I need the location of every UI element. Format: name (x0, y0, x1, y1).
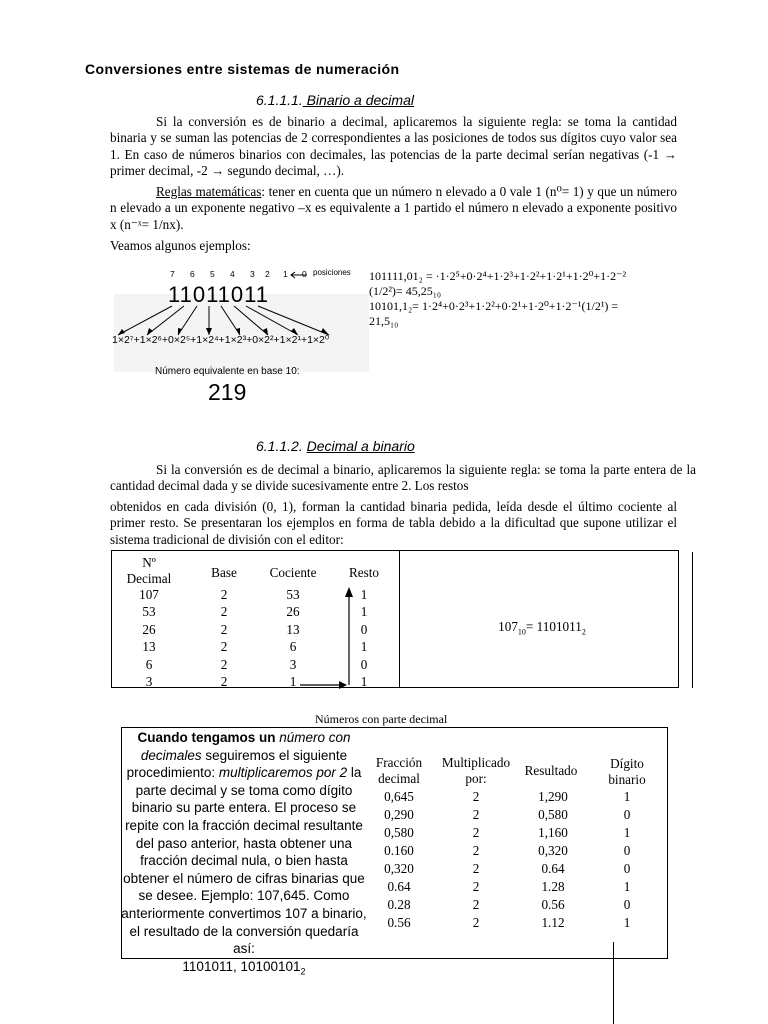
table-cell: 53 (286, 587, 300, 602)
table-cell: 0,290 (384, 807, 414, 822)
fraction-procedure-text: Cuando tengamos un número con decimales seguiremos el siguiente procedimiento: multiplicaremos por 2 la parte decimal y se toma como dígito binario su parte entera. El proceso se repite con la fracción decimal resultante del paso anterior, hasta obtener una fracción decimal nula, o bien hasta obtener el número de cifras binarias que se desee. Ejemplo: 107,645. Como anteriormente convertimos 107 a binario, el resultado de la conversión quedaría así: 1101011, $10100101_2$ (121, 730, 367, 977)
header-cociente: Cociente (269, 565, 317, 580)
table-cell: 0.56 (387, 915, 411, 930)
section-number: 6.1.1.2. (256, 438, 303, 454)
table-outer-border (692, 552, 693, 688)
section-number: 6.1.1.1. (256, 92, 303, 108)
section-heading-decimal-binario (256, 438, 415, 454)
table-cell: 1 (623, 825, 631, 840)
division-result: $107_{10}= 1101011_2$ (498, 619, 586, 637)
table-cell: 2 (472, 843, 480, 858)
positions-label: posiciones (313, 268, 351, 277)
table-cell: 1,290 (538, 789, 568, 804)
header-fraccion: Fracción decimal (375, 755, 423, 786)
table-cell: 1,160 (538, 825, 568, 840)
fraction-table-top-border (370, 727, 667, 728)
example-2-line-2: 21,5₁₀ (369, 314, 399, 328)
section-name: Decimal a binario (306, 438, 415, 454)
position-number: 2 (265, 269, 270, 279)
rules-text: : tener en cuenta que un número n elevado a 0 vale 1 (n⁰= 1) y que un número n elevado a un exponente negativo –x es equivalente a 1 partido el número n elevado a exponente positivo x (n⁻ˣ= 1/nx). (110, 184, 677, 232)
table-cell: 0.28 (387, 897, 411, 912)
example-1-line-2: (1/2²)= 45,25₁₀ (369, 284, 442, 298)
paragraph-decimal-rule-cont: obtenidos en cada división (0, 1), forman la cantidad binaria pedida, leída desde el último cociente al primer resto. Se presentaran los ejemplos en forma de tabla debido a la dificultad que supone utilizar el sistema tradicional de división con el editor: (110, 499, 677, 547)
table-cell: 1 (360, 639, 368, 655)
division-table (111, 550, 679, 688)
table-cell: 6 (145, 656, 153, 672)
table-cell: 2 (472, 861, 480, 876)
table-cell: 0 (360, 621, 368, 637)
vertical-line (613, 942, 614, 1024)
table-cell: 1 (623, 879, 631, 894)
fraction-table-bottom-border (370, 958, 667, 959)
table-cell: 13 (286, 621, 300, 637)
table-cell: 2 (220, 639, 228, 655)
table-cell: 0.64 (387, 879, 411, 894)
table-cell: 1 (360, 604, 368, 620)
paragraph-math-rules (110, 184, 677, 233)
examples-intro: Veamos algunos ejemplos: (110, 238, 251, 253)
table-cell: 0,580 (384, 825, 414, 840)
table-cell: 13 (142, 639, 156, 655)
table-cell: 1.28 (541, 879, 565, 894)
table-arrows (112, 551, 402, 689)
table-cell: 0,645 (384, 789, 414, 804)
table-cell: 1.12 (541, 915, 565, 930)
binary-conversion-figure (108, 268, 368, 408)
result-value: 219 (208, 379, 247, 405)
result-label: Número equivalente en base 10: (155, 366, 300, 377)
table-cell: 53 (142, 604, 156, 620)
table-cell: 3 (145, 674, 153, 689)
table-cell: 1 (623, 789, 631, 804)
table-cell: 0,320 (384, 861, 414, 876)
table-cell: 0 (623, 843, 631, 858)
position-number: 4 (230, 269, 235, 279)
table-cell: 2 (472, 897, 480, 912)
example-2-line-1: 10101,1₂= 1·2⁴+0·2³+1·2²+0·2¹+1·2⁰+1·2⁻¹(1/2¹) = (369, 299, 619, 313)
table-cell: 0,580 (538, 807, 568, 822)
table-cell: 2 (220, 656, 228, 672)
position-number: 3 (250, 269, 255, 279)
table-cell: 0,320 (538, 843, 568, 858)
table-cell: 0.160 (384, 843, 414, 858)
table-cell: 107 (139, 587, 159, 602)
table-cell: 1 (289, 674, 297, 689)
decimal-part-caption: Números con parte decimal (315, 712, 448, 726)
fraction-table-right-border (667, 727, 668, 959)
table-cell: 2 (220, 604, 228, 620)
table-cell: 2 (220, 621, 228, 637)
table-cell: 2 (472, 879, 480, 894)
table-cell: 2 (472, 915, 480, 930)
paragraph-decimal-rule: Si la conversión es de decimal a binario, aplicaremos la siguiente regla: se toma la parte entera de la cantidad decimal dada y se divide sucesivamente entre 2. Los restos (110, 462, 696, 494)
position-number: 1 (283, 269, 288, 279)
header-multiplicado: Multiplicado por: (441, 755, 511, 786)
table-cell: 2 (472, 825, 480, 840)
fraction-final-result: 1101011, $10100101_2$ (182, 958, 306, 977)
rules-label: Reglas matemáticas (156, 184, 262, 199)
power-expansion: 1×2⁷+1×2⁶+0×2⁵+1×2⁴+1×2³+0×2²+1×2¹+1×2⁰ (112, 334, 330, 346)
header-resultado: Resultado (524, 763, 578, 778)
table-cell: 0.56 (541, 897, 565, 912)
example-1-line-1: 101111,01₂ = ·1·2⁵+0·2⁴+1·2³+1·2²+1·2¹+1·2⁰+1·2⁻² (369, 269, 627, 283)
table-cell: 2 (472, 807, 480, 822)
table-cell: 3 (289, 656, 297, 672)
table-cell: 1 (360, 587, 368, 602)
table-cell: 1 (623, 915, 631, 930)
header-decimal: Nº Decimal (126, 555, 172, 586)
position-number: 5 (210, 269, 215, 279)
table-cell: 6 (289, 639, 297, 655)
position-number: 7 (170, 269, 175, 279)
header-digito: Dígito binario (608, 756, 646, 787)
section-name: Binario a decimal (302, 92, 414, 108)
table-cell: 0 (623, 897, 631, 912)
header-base: Base (211, 565, 237, 580)
table-cell: 0 (623, 861, 631, 876)
position-number: 6 (190, 269, 195, 279)
table-cell: 2 (472, 789, 480, 804)
table-cell: 2 (220, 587, 228, 602)
table-cell: 0.64 (541, 861, 565, 876)
table-cell: 0 (360, 656, 368, 672)
paragraph-binary-rule: Si la conversión es de binario a decimal, aplicaremos la siguiente regla: se toma la cantidad binaria y se suman las potencias de 2 correspondientes a las posiciones de todos sus dígitos cuyo valor sea 1. En caso de números binarios con decimales, las potencias de la parte decimal serían negativas (-1 → primer decimal, -2 → segundo decimal, …). (110, 114, 677, 178)
position-number: 0 (302, 269, 307, 279)
table-cell: 1 (360, 674, 368, 689)
document-title: Conversiones entre sistemas de numeración (85, 61, 400, 77)
binary-number: 11011011 (168, 282, 269, 307)
table-cell: 0 (623, 807, 631, 822)
table-cell: 26 (142, 621, 156, 637)
examples-block (369, 269, 679, 329)
table-cell: 26 (286, 604, 300, 620)
header-resto: Resto (348, 565, 380, 580)
table-cell: 2 (220, 674, 228, 689)
section-heading-binario-decimal (256, 92, 414, 108)
